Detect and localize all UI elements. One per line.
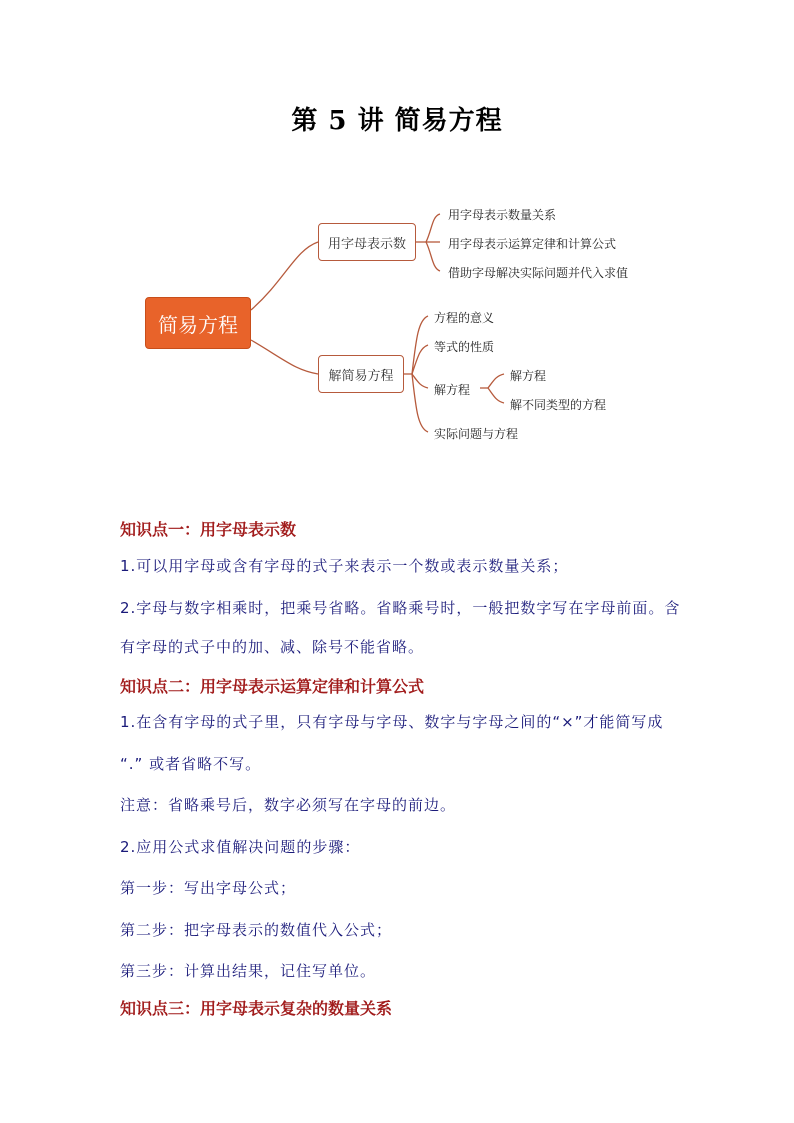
mindmap-leaf: 用字母表示数量关系 xyxy=(448,208,557,222)
section-heading-3: 知识点三：用字母表示复杂的数量关系 xyxy=(120,999,393,1018)
mindmap-branch-letters: 用字母表示数 xyxy=(318,223,416,261)
mindmap-leaf: 等式的性质 xyxy=(434,340,495,354)
section-heading-1: 知识点一：用字母表示数 xyxy=(120,520,297,539)
paragraph: 有字母的式子中的加、减、除号不能省略。 xyxy=(120,638,425,656)
mindmap-subleaf: 解不同类型的方程 xyxy=(510,398,607,412)
step-1: 第一步：写出字母公式； xyxy=(120,879,297,897)
mindmap-leaf: 用字母表示运算定律和计算公式 xyxy=(448,237,617,251)
mindmap-leaf: 解方程 xyxy=(434,383,471,397)
paragraph: 2.应用公式求值解决问题的步骤： xyxy=(120,838,361,856)
mindmap-leaf: 方程的意义 xyxy=(434,311,495,325)
page-title: 第 5 讲 简易方程 xyxy=(291,106,503,136)
step-2: 第二步：把字母表示的数值代入公式； xyxy=(120,921,393,939)
mindmap-subleaf: 解方程 xyxy=(510,369,547,383)
mindmap-leaf: 借助字母解决实际问题并代入求值 xyxy=(448,266,629,280)
section-heading-2: 知识点二：用字母表示运算定律和计算公式 xyxy=(120,677,425,696)
paragraph: 1.可以用字母或含有字母的式子来表示一个数或表示数量关系； xyxy=(120,557,569,575)
paragraph: 1.在含有字母的式子里，只有字母与字母、数字与字母之间的“×”才能简写成 xyxy=(120,713,664,731)
mindmap-root: 简易方程 xyxy=(145,297,251,349)
note: 注意：省略乘号后，数字必须写在字母的前边。 xyxy=(120,796,457,814)
paragraph: 2.字母与数字相乘时，把乘号省略。省略乘号时，一般把数字写在字母前面。含 xyxy=(120,599,681,617)
mindmap-leaf: 实际问题与方程 xyxy=(434,427,519,441)
paragraph: “.” 或者省略不写。 xyxy=(120,755,262,773)
mindmap-branch-equations: 解简易方程 xyxy=(318,355,404,393)
step-3: 第三步：计算出结果，记住写单位。 xyxy=(120,962,377,980)
